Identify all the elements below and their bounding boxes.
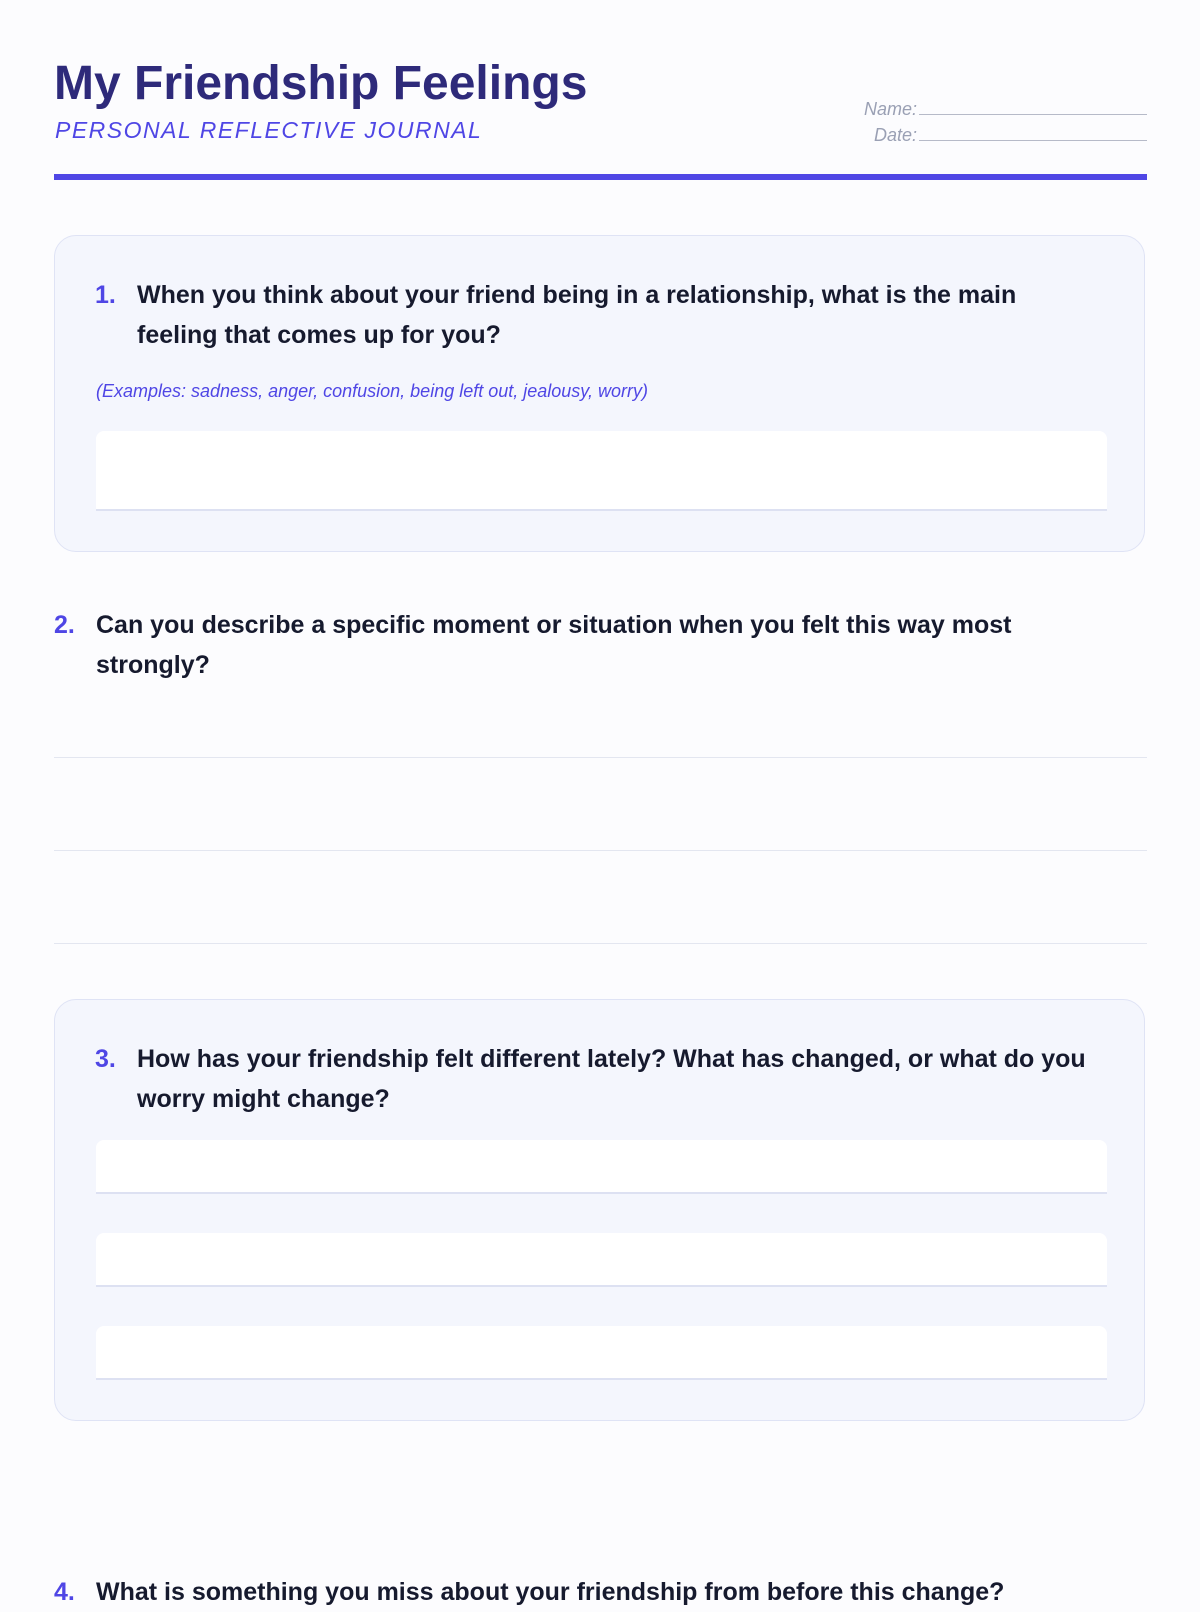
answer-line-2b[interactable] bbox=[54, 850, 1147, 851]
name-field[interactable] bbox=[919, 113, 1147, 115]
question-2 bbox=[54, 605, 1114, 685]
question-text: What is something you miss about your friendship from before this change? bbox=[96, 1578, 1005, 1606]
question-3 bbox=[95, 1039, 1105, 1119]
answer-field-3c[interactable] bbox=[96, 1326, 1107, 1380]
question-number: 3. bbox=[95, 1045, 116, 1073]
question-card-3 bbox=[54, 999, 1145, 1421]
answer-field-3b[interactable] bbox=[96, 1233, 1107, 1287]
page-subtitle: PERSONAL REFLECTIVE JOURNAL bbox=[55, 117, 483, 143]
question-number: 4. bbox=[54, 1578, 75, 1606]
question-text: How has your friendship felt different lately? What has changed, or what do you worry might change? bbox=[137, 1045, 1086, 1113]
answer-field-3a[interactable] bbox=[96, 1140, 1107, 1194]
date-label: Date: bbox=[873, 125, 917, 145]
name-row bbox=[847, 94, 1147, 120]
question-4 bbox=[54, 1572, 1134, 1612]
date-row bbox=[847, 120, 1147, 146]
page-title: My Friendship Feelings bbox=[54, 57, 588, 110]
date-field[interactable] bbox=[919, 139, 1147, 141]
name-date-fields bbox=[847, 94, 1147, 146]
question-number: 1. bbox=[95, 281, 116, 309]
header-divider bbox=[54, 174, 1147, 180]
page-header bbox=[54, 56, 1147, 181]
answer-field-1[interactable] bbox=[96, 431, 1107, 511]
question-text: Can you describe a specific moment or situation when you felt this way most strongly? bbox=[96, 611, 1012, 679]
name-label: Name: bbox=[863, 99, 917, 119]
question-card-1 bbox=[54, 235, 1145, 552]
question-text: When you think about your friend being in a relationship, what is the main feeling that comes up for you? bbox=[137, 281, 1017, 349]
answer-line-2a[interactable] bbox=[54, 757, 1147, 758]
answer-line-2c[interactable] bbox=[54, 943, 1147, 944]
question-hint: (Examples: sadness, anger, confusion, being left out, jealousy, worry) bbox=[96, 381, 648, 401]
question-number: 2. bbox=[54, 611, 75, 639]
question-1 bbox=[95, 275, 1095, 355]
